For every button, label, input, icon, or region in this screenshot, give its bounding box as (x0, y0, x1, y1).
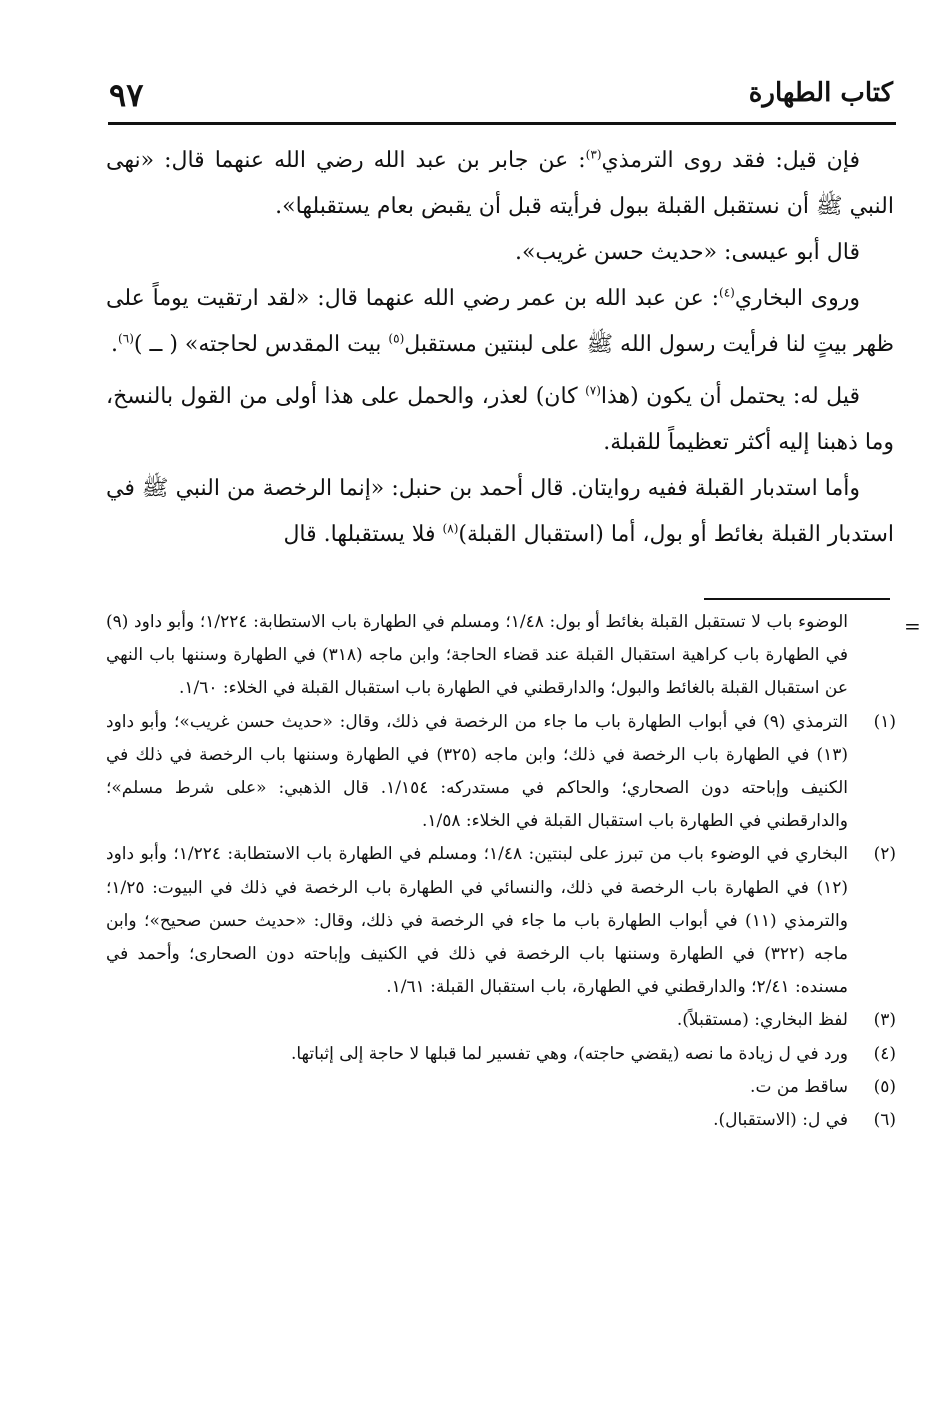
paragraph-text: وأما استدبار القبلة ففيه روايتان. قال أحمد بن حنبل: «إنما الرخصة من النبي ﷺ في استدبار القبلة بغائط أو بول، أما (استقبال القبلة) (106, 476, 894, 547)
paragraph-text: بيت المقدس لحاجته» ( ــ ) (133, 332, 389, 357)
page-number: ٩٧ (109, 76, 144, 114)
footnote-ref: (٣) (585, 147, 602, 162)
footnote-ref: (٧) (585, 383, 601, 398)
footnote-number: (٢) (873, 844, 896, 865)
paragraph-text: قال أبو عيسى: «حديث حسن غريب». (514, 240, 860, 265)
paragraph (106, 230, 894, 276)
paragraph (106, 374, 894, 466)
footnote (106, 1038, 896, 1071)
footnote-text: ورد في ل زيادة ما نصه (يقضي حاجته)، وهي تفسير لما قبلها لا حاجة إلى إثباتها. (290, 1043, 848, 1064)
footnote-ref: (٥) (388, 331, 405, 346)
footnote-number: (٦) (873, 1110, 896, 1131)
paragraph-text: : عن عبد الله بن عمر رضي الله عنهما قال: «لقد ارتقيت يوماً على ظهر بيتٍ لنا فرأيت رسول الله ﷺ على لبنتين مستقبل (106, 286, 894, 357)
paragraph (106, 276, 894, 368)
footnote (106, 706, 896, 839)
running-title: كتاب الطهارة (748, 78, 893, 108)
footnote (106, 838, 896, 1004)
paragraph (106, 138, 894, 230)
footnote-ref: (٦) (118, 331, 134, 346)
footnote-ref: (٨) (442, 521, 459, 536)
page-header (105, 72, 895, 118)
footnote-text: البخاري في الوضوء باب من تبرز على لبنتين: ١/٤٨؛ ومسلم في الطهارة باب الاستطابة: ١/٢٢٤؛ وأبو داود (١٢) في الطهارة باب الرخصة في ذلك، والنسائي في الطهارة باب الرخصة في ذلك في البيوت: ١/٢٥؛ والترمذي (١١) في أبواب الطهارة باب ما جاء في الرخصة في ذلك، وقال: «حديث حسن صحيح»؛ وابن ماجه (٣٢٢) في الطهارة وسننها باب الرخصة في ذلك في الكنيف وإباحته دون الصحارى؛ وأحمد في مسنده: ٢/٤١؛ والدارقطني في الطهارة، باب استقبال القبلة: ١/٦١. (106, 844, 848, 998)
paragraph-text: قيل له: يحتمل أن يكون (هذا (600, 384, 860, 409)
footnote-continuation (106, 606, 896, 706)
footnote-number: (٤) (873, 1043, 896, 1064)
header-rule (108, 122, 896, 125)
paragraph-text: كان) لعذر، والحمل على هذا أولى من القول بالنسخ، وما ذهبنا إليه أكثر تعظيماً للقبلة. (106, 384, 894, 455)
footnote-rule (704, 598, 890, 600)
footnote-number: (١) (873, 711, 896, 732)
footnote (106, 1104, 896, 1137)
footnote-text: الوضوء باب لا تستقبل القبلة بغائط أو بول: ١/٤٨؛ ومسلم في الطهارة باب الاستطابة: ١/٢٢٤؛ وأبو داود (٩) في الطهارة باب كراهية استقبال القبلة عند قضاء الحاجة؛ وابن ماجه (٣١٨) في الطهارة وسننها باب النهي عن استقبال القبلة بالغائط والبول؛ والدارقطني في الطهارة باب استقبال القبلة في الخلاء: ١/٦٠. (106, 612, 848, 699)
footnote (106, 1004, 896, 1037)
continuation-mark: = (904, 614, 921, 638)
footnote-number: (٥) (873, 1076, 896, 1097)
footnote-text: في ل: (الاستقبال). (713, 1110, 848, 1131)
paragraph (106, 466, 894, 558)
paragraph-text: . (111, 332, 119, 357)
footnote-text: ساقط من ت. (750, 1076, 848, 1097)
footnotes (106, 606, 896, 1137)
footnote (106, 1071, 896, 1104)
footnote-text: لفظ البخاري: (مستقبلاً). (676, 1010, 848, 1031)
paragraph-text: فلا يستقبلها. قال (283, 522, 443, 547)
paragraph-text: : عن جابر بن عبد الله رضي الله عنهما قال: «نهى النبي ﷺ أن نستقبل القبلة ببول فرأيته قبل أن يقبض بعام يستقبلها». (106, 148, 894, 219)
footnote-ref: (٤) (719, 285, 735, 300)
paragraph-text: وروى البخاري (734, 286, 860, 311)
main-text (106, 138, 894, 558)
paragraph-text: فإن قيل: فقد روى الترمذي (601, 148, 860, 173)
footnote-text: الترمذي (٩) في أبواب الطهارة باب ما جاء من الرخصة في ذلك، وقال: «حديث حسن غريب»؛ وأبو داود (١٣) في الطهارة باب الرخصة في ذلك؛ وابن ماجه (٣٢٥) في الطهارة وسننها باب الرخصة في ذلك في الكنيف وإباحته دون الصحاري؛ والحاكم في مستدركه: ١/١٥٤. قال الذهبي: «على شرط مسلم»؛ والدارقطني في الطهارة باب استقبال القبلة في الخلاء: ١/٥٨. (106, 711, 848, 832)
footnote-number: (٣) (873, 1010, 896, 1031)
